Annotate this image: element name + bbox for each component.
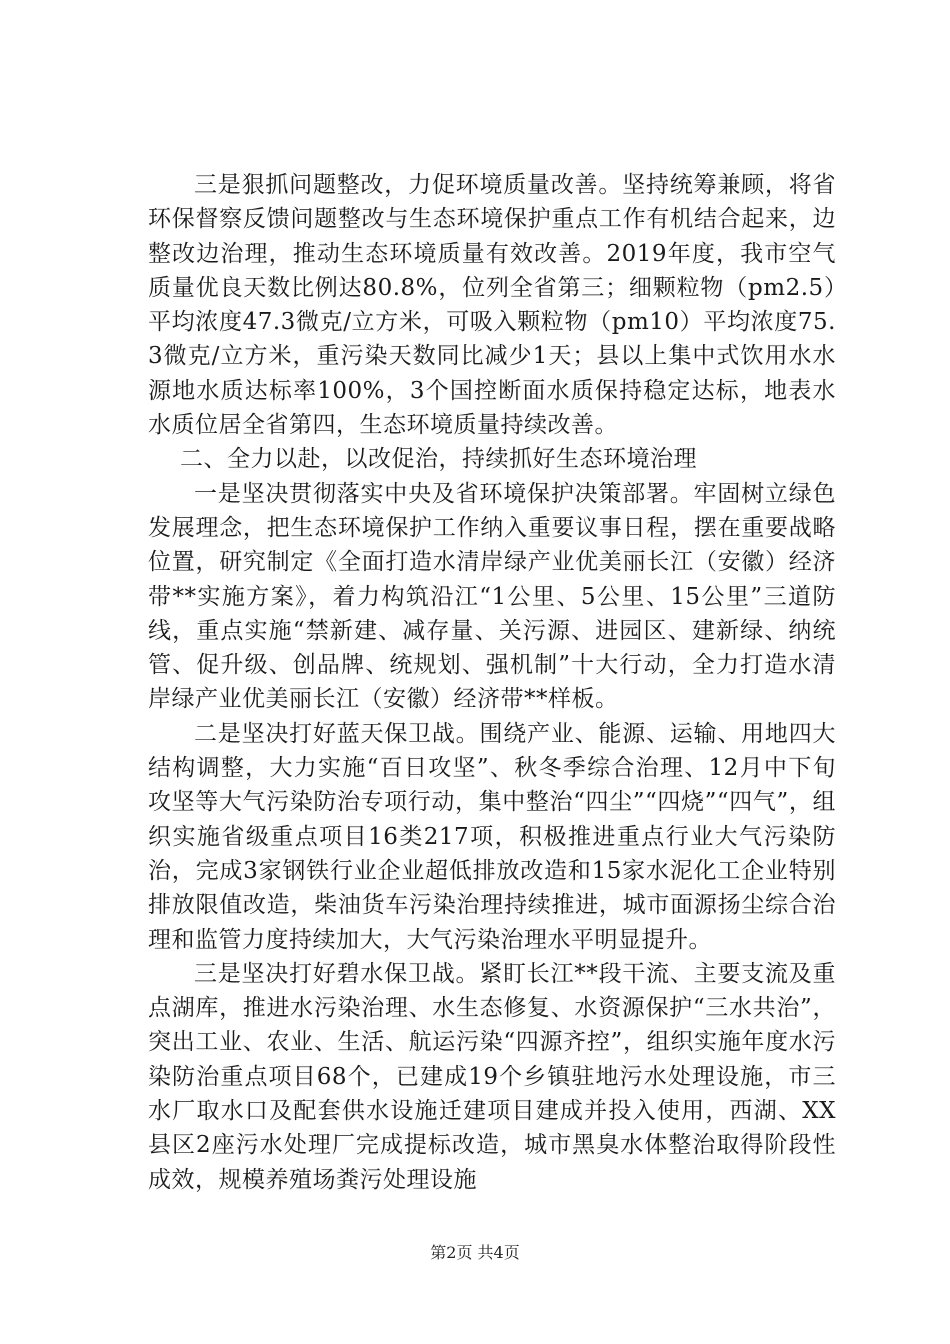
paragraph-clear-water: 三是坚决打好碧水保卫战。紧盯长江**段干流、主要支流及重点湖库，推进水污染治理、水生态修复、水资源保护“三水共治”，突出工业、农业、生活、航运污染“四源齐控”，组织实施年度水污染防治重点项目68个，已建成19个乡镇驻地污水处理设施，市三水厂取水口及配套供水设施迁建项目建成并投入使用，西湖、XX县区2座污水处理厂完成提标改造，城市黑臭水体整治取得阶段性成效，规模养殖场粪污处理设施	[148, 960, 836, 1193]
paragraph-rectification: 三是狠抓问题整改，力促环境质量改善。坚持统筹兼顾，将省环保督察反馈问题整改与生态环境保护重点工作有机结合起来，边整改边治理，推动生态环境质量有效改善。2019年度，我市空气质量优良天数比例达80.8%，位列全省第三；细颗粒物（pm2.5）平均浓度47.3微克/立方米，可吸入颗粒物（pm10）平均浓度75.3微克/立方米，重污染天数同比减少1天；县以上集中式饮用水水源地水质达标率100%，3个国控断面水质保持稳定达标，地表水水质位居全省第四，生态环境质量持续改善。	[148, 172, 836, 439]
page-footer: 第2页 共4页	[430, 1243, 520, 1262]
section-heading: 二、全力以赴，以改促治，持续抓好生态环境治理	[180, 446, 697, 473]
paragraph-policy-implementation: 一是坚决贯彻落实中央及省环境保护决策部署。牢固树立绿色发展理念，把生态环境保护工作纳入重要议事日程，摆在重要战略位置，研究制定《全面打造水清岸绿产业优美丽长江（安徽）经济带**实施方案》，着力构筑沿江“1公里、5公里、15公里”三道防线，重点实施“禁新建、减存量、关污源、进园区、建新绿、纳统管、促升级、创品牌、统规划、强机制”十大行动，全力打造水清岸绿产业优美丽长江（安徽）经济带**样板。	[148, 480, 836, 713]
document-body	[148, 168, 836, 1197]
paragraph-blue-sky: 二是坚决打好蓝天保卫战。围绕产业、能源、运输、用地四大结构调整，大力实施“百日攻坚”、秋冬季综合治理、12月中下旬攻坚等大气污染防治专项行动，集中整治“四尘”“四烧”“四气”，组织实施省级重点项目16类217项，积极推进重点行业大气污染防治，完成3家钢铁行业企业超低排放改造和15家水泥化工企业特别排放限值改造，柴油货车污染治理持续推进，城市面源扬尘综合治理和监管力度持续加大，大气污染治理水平明显提升。	[148, 720, 836, 953]
